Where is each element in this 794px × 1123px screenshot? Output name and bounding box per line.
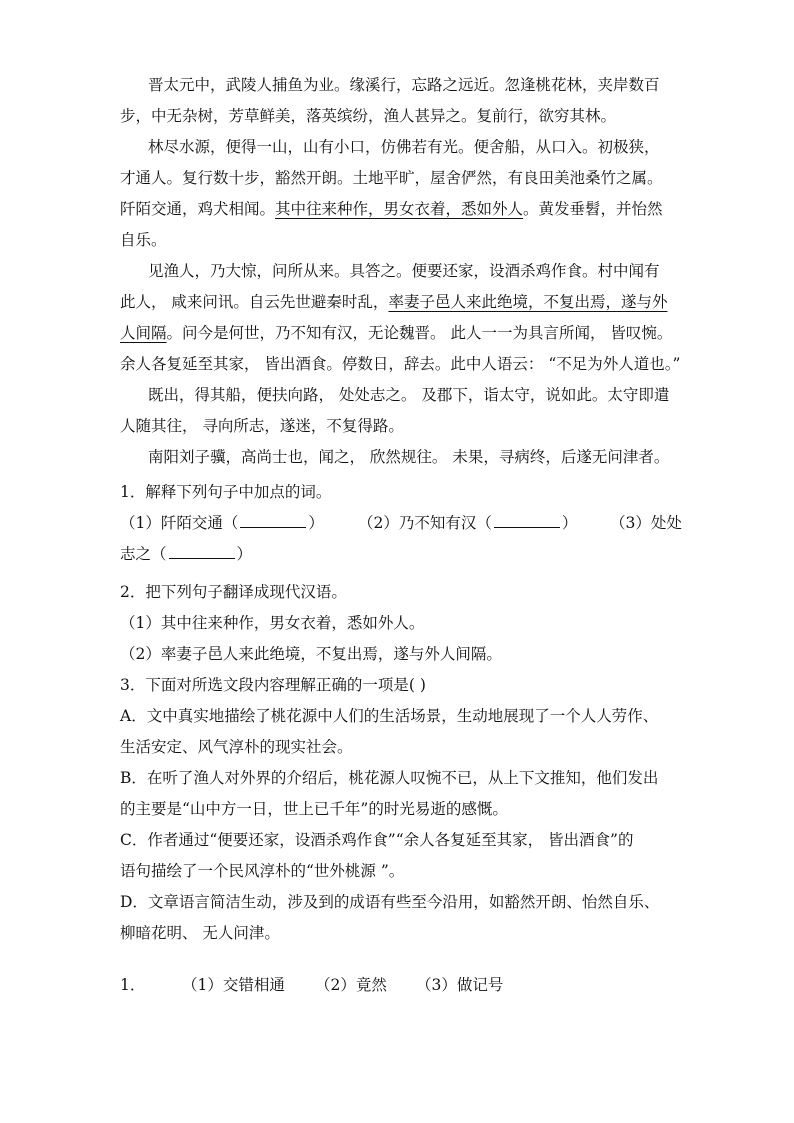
passage-p3-line4: 余人各复延至其家， 皆出酒食。停数日，辞去。此中人语云： “不足为外人道也。” xyxy=(120,355,681,373)
passage-p5-line1: 南阳刘子骥，高尚士也，闻之， 欣然规往。 未果，寻病终，后遂无问津者。 xyxy=(148,448,670,466)
item-text: （2）乃不知有汉（ xyxy=(358,514,492,532)
item-text: ） xyxy=(236,545,253,563)
item-text: 志之（ xyxy=(120,545,167,563)
question-2-item-2: （2）率妻子邑人来此绝境，不复出焉，遂与外人间隔。 xyxy=(120,645,502,663)
option-d-line1: D．文章语言简洁生动，涉及到的成语有些至今沿用，如豁然开朗、怡然自乐、 xyxy=(120,893,660,911)
underlined-sentence: 人间隔 xyxy=(120,324,167,342)
answer-1-item-2: （2）竟然 xyxy=(315,976,387,994)
answer-blank[interactable] xyxy=(494,513,560,528)
question-1-item-2 xyxy=(358,513,577,533)
underlined-sentence: 其中往来种作，男女衣着，悉如外人 xyxy=(275,200,524,218)
passage-text: 。问今是何世，乃不知有汉，无论魏晋。 此人一一为具言所闻， 皆叹惋。 xyxy=(166,324,673,342)
option-d-line2: 柳暗花明、 无人问津。 xyxy=(120,924,280,942)
passage-p2-line4: 自乐。 xyxy=(120,231,167,249)
item-text: （1）阡陌交通（ xyxy=(120,514,239,532)
question-1-title: 1．解释下列句子中加点的词。 xyxy=(120,483,332,501)
passage-p3-line2 xyxy=(120,292,667,312)
item-text: ） xyxy=(561,514,578,532)
option-b-line1: B．在听了渔人对外界的介绍后，桃花源人叹惋不已，从上下文推知，他们发出 xyxy=(120,769,659,787)
question-3-title: 3．下面对所选文段内容理解正确的一项是( ) xyxy=(120,676,426,694)
passage-p4-line2: 人随其往， 寻向所志，遂迷，不复得路。 xyxy=(120,417,404,435)
passage-p1-line2: 步，中无杂树，芳草鲜美，落英缤纷，渔人甚异之。复前行，欲穷其林。 xyxy=(120,107,617,125)
question-2-item-1: （1）其中往来种作，男女衣着，悉如外人。 xyxy=(120,614,425,632)
option-c-line2: 语句描绘了一个民风淳朴的“世外桃源 ”。 xyxy=(120,862,405,880)
question-1-item-3: （3）处处 xyxy=(610,514,682,532)
passage-text: 阡陌交通，鸡犬相闻。 xyxy=(120,200,276,218)
option-b-line2: 的主要是“山中方一日，世上已千年”的时光易逝的感慨。 xyxy=(120,800,508,818)
answer-blank[interactable] xyxy=(240,513,306,528)
option-a-line2: 生活安定、风气淳朴的现实社会。 xyxy=(120,738,353,756)
underlined-sentence: 率妻子邑人来此绝境，不复出焉，遂与外 xyxy=(388,293,668,311)
passage-p3-line1: 见渔人，乃大惊，问所从来。具答之。便要还家，设酒杀鸡作食。村中闻有 xyxy=(148,262,660,280)
answer-blank[interactable] xyxy=(169,544,235,559)
answer-1-number: 1． xyxy=(120,976,146,994)
passage-p3-line3 xyxy=(120,323,672,343)
item-text: ） xyxy=(308,514,324,532)
answer-1-item-1: （1）交错相通 xyxy=(182,976,285,994)
option-a-line1: A．文中真实地描绘了桃花源中人们的生活场景，生动地展现了一个人人劳作、 xyxy=(120,707,659,725)
option-c-line1: C．作者通过“便要还家，设酒杀鸡作食”“余人各复延至其家， 皆出酒食”的 xyxy=(120,831,634,849)
passage-text: 。黄发垂髫，并怡然 xyxy=(523,200,663,218)
passage-p4-line1: 既出，得其船，便扶向路， 处处志之。 及郡下，诣太守，说如此。太守即遣 xyxy=(148,386,670,404)
question-1-item-3-cont xyxy=(120,544,252,564)
passage-p2-line2: 才通人。复行数十步，豁然开朗。土地平旷，屋舍俨然，有良田美池桑竹之属。 xyxy=(120,169,663,187)
passage-p2-line1: 林尽水源，便得一山，山有小口，仿佛若有光。便舍船，从口入。初极狭， xyxy=(148,138,660,156)
passage-text: 此人， 咸来问讯。自云先世避秦时乱， xyxy=(120,293,389,311)
answer-1-item-3: （3）做记号 xyxy=(416,976,504,994)
question-2-title: 2．把下列句子翻译成现代汉语。 xyxy=(120,583,347,601)
passage-p2-line3 xyxy=(120,199,663,219)
passage-p1-line1: 晋太元中，武陵人捕鱼为业。缘溪行，忘路之远近。忽逢桃花林，夹岸数百 xyxy=(148,76,660,94)
question-1-item-1 xyxy=(120,513,324,533)
